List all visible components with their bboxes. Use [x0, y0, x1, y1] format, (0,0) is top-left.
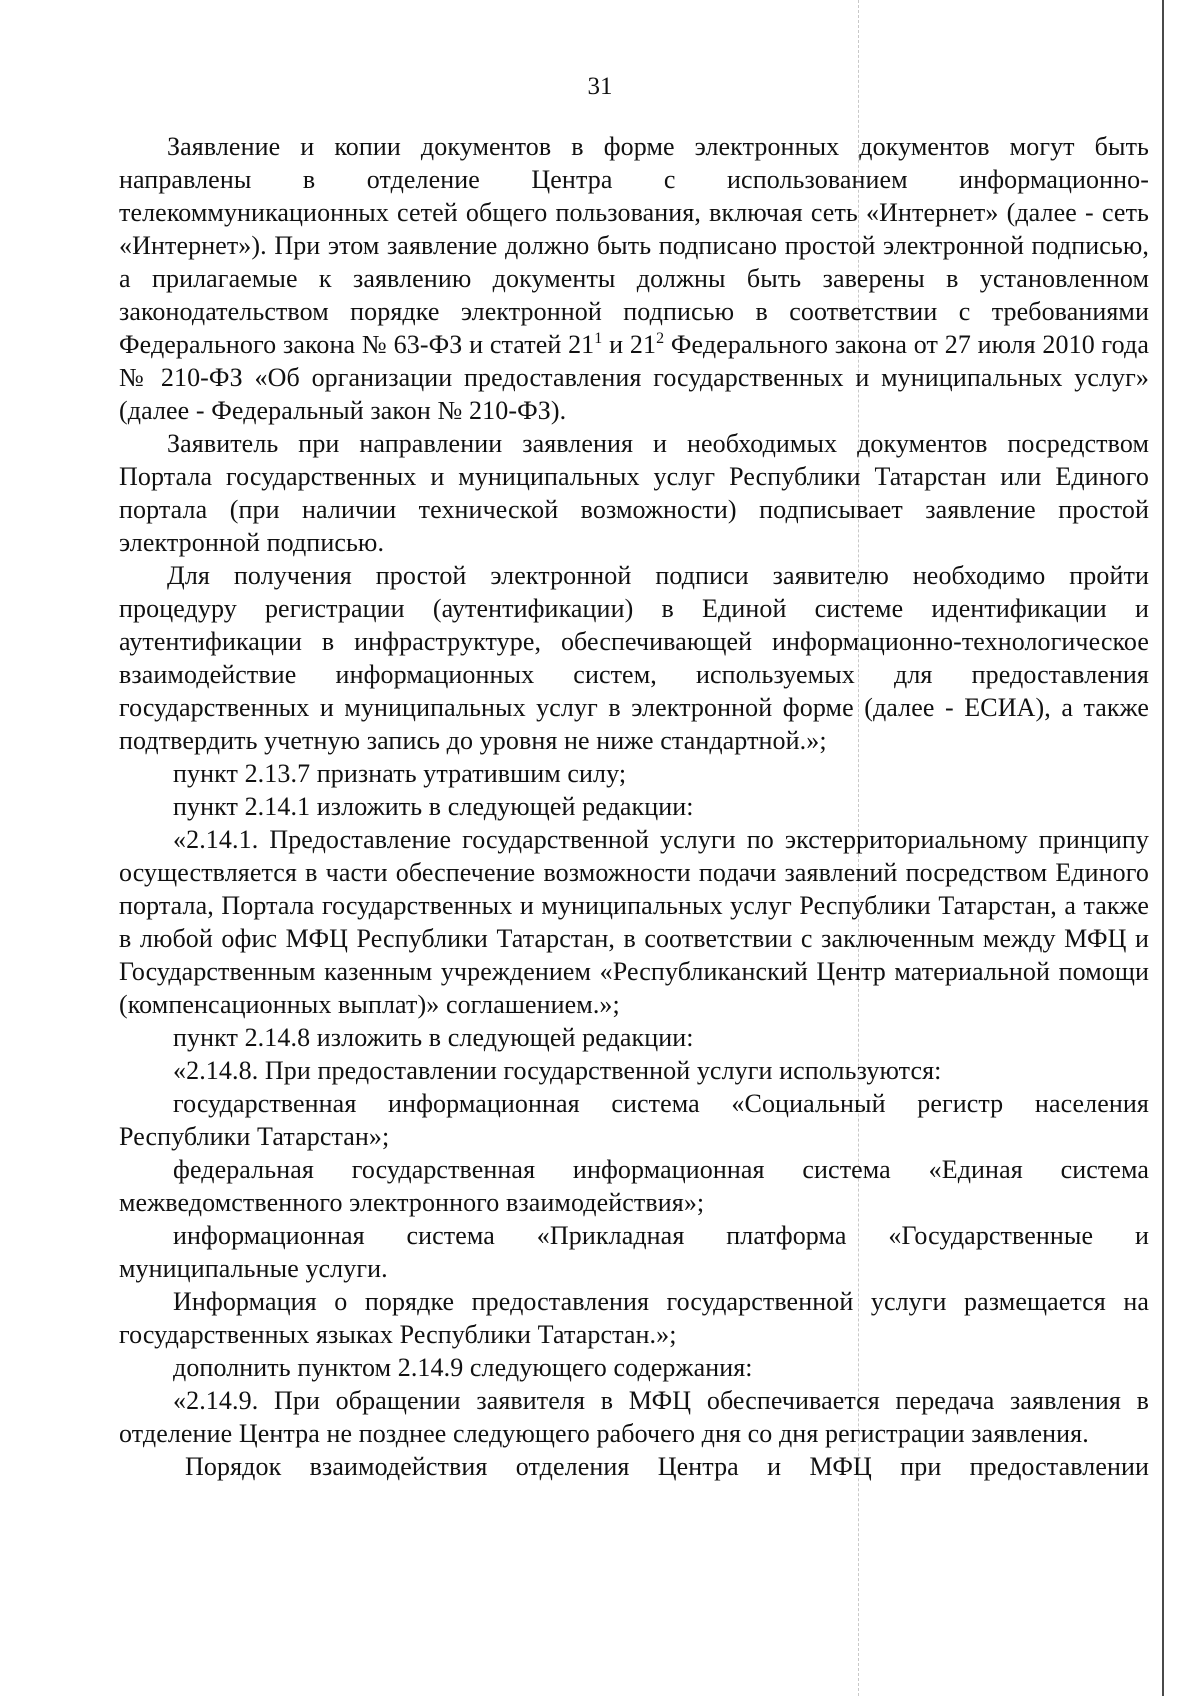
paragraph-item-2-14-9: «2.14.9. При обращении заявителя в МФЦ обеспечивается передача заявления в отделение Центра не позднее следующего рабочего дня со дня регистрации заявления. — [119, 1386, 1149, 1448]
paragraph-item-2-13-7: пункт 2.13.7 признать утратившим силу; — [173, 759, 627, 788]
paragraph-social-register: государственная информационная система «Социальный регистр населения Республики Татарстан»; — [119, 1089, 1149, 1151]
paragraph-text: и 21 — [602, 330, 657, 359]
paragraph-text: Заявление и копии документов в форме электронных документов могут быть направлены в отделение Центра с использованием информационно-телекоммуникационных сетей общего пользования, включая сеть «Интернет» (далее - сеть «Интернет»). При этом заявление должно быть подписано простой электронной подписью, а прилагаемые к заявлению документы должны быть заверены в установленном законодательством порядке электронной подписью в соответствии с требованиями Федерального закона № 63-ФЗ и статей 21 — [119, 132, 1149, 359]
paragraph-item-2-14-1: «2.14.1. Предоставление государственной услуги по экстерриториальному принципу осуществляется в части обеспечение возможности подачи заявлений посредством Единого портала, Портала государственных и муниципальных услуг Республики Татарстан, а также в любой офис МФЦ Республики Татарстан, в соответствии с заключенным между МФЦ и Государственным казенным учреждением «Республиканский Центр материальной помощи (компенсационных выплат)» соглашением.»; — [119, 825, 1149, 1019]
paragraph-applicant-signature: Заявитель при направлении заявления и необходимых документов посредством Портала государственных и муниципальных услуг Республики Татарстан или Единого портала (при наличии технической возможности) подписывает заявление простой электронной подписью. — [119, 429, 1149, 557]
superscript: 2 — [656, 330, 665, 347]
page-number: 31 — [587, 73, 613, 100]
paragraph-item-2-14-8-intro: пункт 2.14.8 изложить в следующей редакции: — [173, 1023, 694, 1052]
paragraph-text: Федерального закона от 27 июля 2010 года № 210-ФЗ «Об организации предоставления государственных и муниципальных услуг» (далее - Федеральный закон № 210-ФЗ). — [119, 330, 1149, 425]
superscript: 1 — [594, 330, 603, 347]
paragraph-item-2-14-1-intro: пункт 2.14.1 изложить в следующей редакции: — [173, 792, 694, 821]
paragraph-item-2-14-9-intro: дополнить пунктом 2.14.9 следующего содержания: — [173, 1353, 753, 1382]
paragraph-languages: Информация о порядке предоставления государственной услуги размещается на государственных языках Республики Татарстан.»; — [119, 1287, 1149, 1349]
paragraph-esia-registration: Для получения простой электронной подписи заявителю необходимо пройти процедуру регистрации (аутентификации) в Единой системе идентификации и аутентификации в инфраструктуре, обеспечивающей информационно-технологическое взаимодействие информационных систем, используемых для предоставления государственных и муниципальных услуг в электронной форме (далее - ЕСИА), а также подтвердить учетную запись до уровня не ниже стандартной.»; — [119, 561, 1149, 755]
paragraph-electronic-documents — [119, 130, 1149, 427]
document-body — [119, 130, 1149, 1483]
paragraph-smev: федеральная государственная информационная система «Единая система межведомственного электронного взаимодействия»; — [119, 1155, 1149, 1217]
paragraph-interaction-order: Порядок взаимодействия отделения Центра и МФЦ при предоставлении — [185, 1452, 1149, 1481]
paragraph-applied-platform: информационная система «Прикладная платформа «Государственные и муниципальные услуги. — [119, 1221, 1149, 1283]
paragraph-item-2-14-8: «2.14.8. При предоставлении государственной услуги используются: — [173, 1056, 942, 1085]
page-edge-line — [1162, 0, 1164, 1696]
